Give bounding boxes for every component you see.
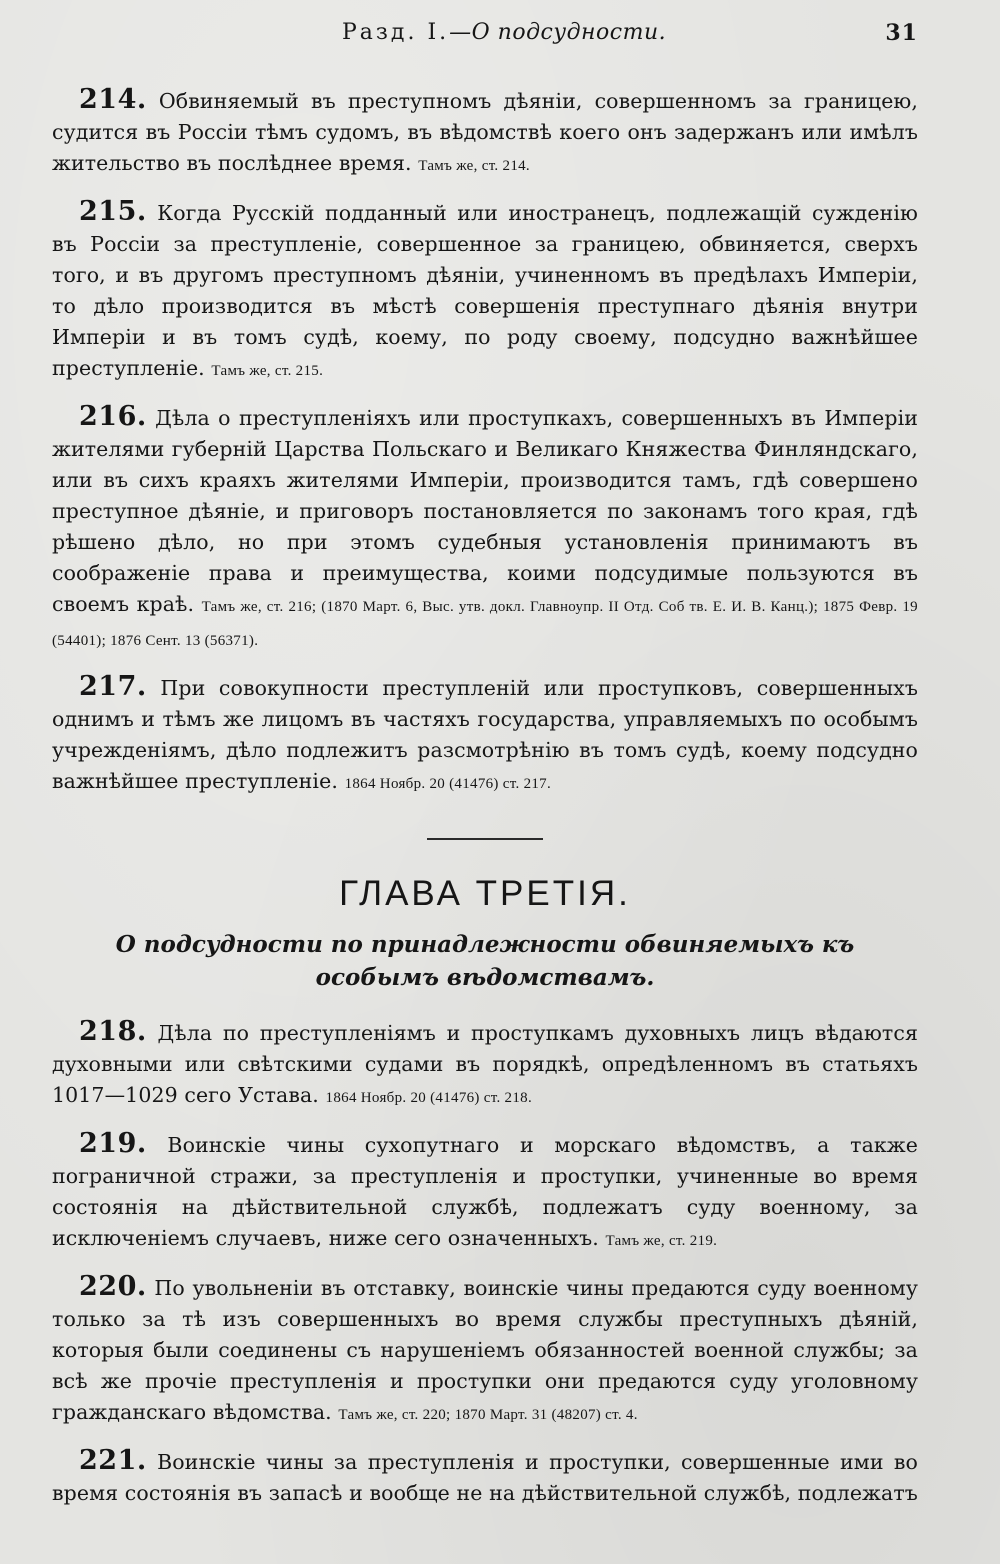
- article-number: 215.: [79, 196, 147, 227]
- article-reference: Тамъ же, ст. 219.: [605, 1233, 718, 1249]
- article-text: Дѣла о преступленіяхъ или проступкахъ, совершенныхъ въ Имперіи жителями губерній Царства Польскаго и Великаго Княжества Финляндскаго, или въ сихъ краяхъ жителями Имперіи, производится тамъ, гдѣ совершено преступное дѣяніе, и приговоръ постановляется по законамъ того края, гдѣ рѣшено дѣло, но при этомъ судебныя установленія принимаютъ въ соображеніе права и преимущества, коими подсудимые пользуются въ своемъ краѣ.: [52, 406, 918, 616]
- article-text: Обвиняемый въ преступномъ дѣяніи, совершенномъ за границею, судится въ Россіи тѣмъ судомъ, въ вѣдомствѣ коего онъ задержанъ или имѣлъ жительство въ послѣднее время.: [52, 89, 918, 175]
- article-reference: Тамъ же, ст. 215.: [211, 363, 324, 379]
- article-214: [52, 84, 918, 182]
- article-text: При совокупности преступленій или проступковъ, совершенныхъ однимъ и тѣмъ же лицомъ въ частяхъ государства, управляемыхъ по особымъ учрежденіямъ, дѣло подлежитъ разсмотрѣнію въ томъ судѣ, коему подсудно важнѣйшее преступленіе.: [52, 676, 918, 793]
- article-number: 219.: [79, 1128, 147, 1159]
- article-number: 214.: [79, 84, 147, 115]
- article-number: 216.: [79, 401, 147, 432]
- article-number: 220.: [79, 1271, 147, 1302]
- article-text: По увольненіи въ отставку, воинскіе чины предаются суду военному только за тѣ изъ совершенныхъ во время службы преступныхъ дѣяній, которыя были соединены съ нарушеніемъ обязанностей военной службы; за всѣ же прочіе преступленія и проступки они предаются суду уголовному гражданскаго вѣдомства.: [52, 1276, 918, 1424]
- article-reference: 1864 Ноябр. 20 (41476) ст. 217.: [344, 776, 552, 792]
- article-text: Дѣла по преступленіямъ и проступкамъ духовныхъ лицъ вѣдаются духовными или свѣтскими судами въ порядкѣ, опредѣленномъ въ статьяхъ 1017—1029 сего Устава.: [52, 1021, 918, 1107]
- article-reference: 1864 Ноябр. 20 (41476) ст. 218.: [325, 1090, 532, 1106]
- running-header: [52, 14, 918, 50]
- section-label: Разд. I.: [342, 20, 450, 45]
- article-221: [52, 1445, 918, 1509]
- article-reference: Тамъ же, ст. 220; 1870 Март. 31 (48207) ст. 4.: [338, 1407, 638, 1423]
- chapter-heading: ГЛАВА ТРЕТІЯ.: [339, 874, 631, 913]
- article-217: [52, 671, 918, 800]
- section-title: —О подсудности.: [449, 20, 667, 45]
- section-divider: [427, 838, 543, 840]
- articles-before-chapter: [52, 84, 918, 800]
- article-reference: Тамъ же, ст. 214.: [418, 158, 530, 174]
- article-number: 218.: [79, 1016, 147, 1047]
- page-number: 31: [885, 20, 918, 46]
- running-title: [342, 20, 666, 45]
- article-216: [52, 401, 918, 657]
- article-text: Когда Русскій подданный или иностранецъ, подлежащій сужденію въ Россіи за преступленіе, совершенное за границею, обвиняется, сверхъ того, и въ другомъ преступномъ дѣяніи, учиненномъ въ предѣлахъ Имперіи, то дѣло производится въ мѣстѣ совершенія преступнаго дѣянія внутри Имперіи и въ томъ судѣ, коему, по роду своему, подсудно важнѣйшее преступленіе.: [52, 201, 918, 380]
- article-text: Воинскіе чины сухопутнаго и морскаго вѣдомствъ, а также пограничной стражи, за преступленія и проступки, учиненные во время состоянія на дѣйствительной службѣ, подлежатъ суду военному, за исключеніемъ случаевъ, ниже сего означенныхъ.: [52, 1133, 918, 1250]
- article-218: [52, 1016, 918, 1114]
- article-number: 217.: [79, 671, 147, 702]
- article-215: [52, 196, 918, 387]
- articles-after-chapter: [52, 1016, 918, 1509]
- chapter-subtitle: О подсудности по принадлежности обвиняемыхъ къ особымъ вѣдомствамъ.: [115, 931, 855, 991]
- article-text: Воинскіе чины за преступленія и проступки, совершенные ими во время состоянія въ запасѣ и вообще не на дѣйствительной службѣ, подлежатъ: [52, 1450, 918, 1505]
- article-reference: Тамъ же, ст. 216; (1870 Март. 6, Выс. утв. докл. Главноупр. II Отд. Соб тв. Е. И. В. Канц.); 1875 Февр. 19 (54401); 1876 Сент. 13 (56371).: [52, 599, 918, 649]
- article-number: 221.: [79, 1445, 147, 1476]
- article-219: [52, 1128, 918, 1257]
- article-220: [52, 1271, 918, 1431]
